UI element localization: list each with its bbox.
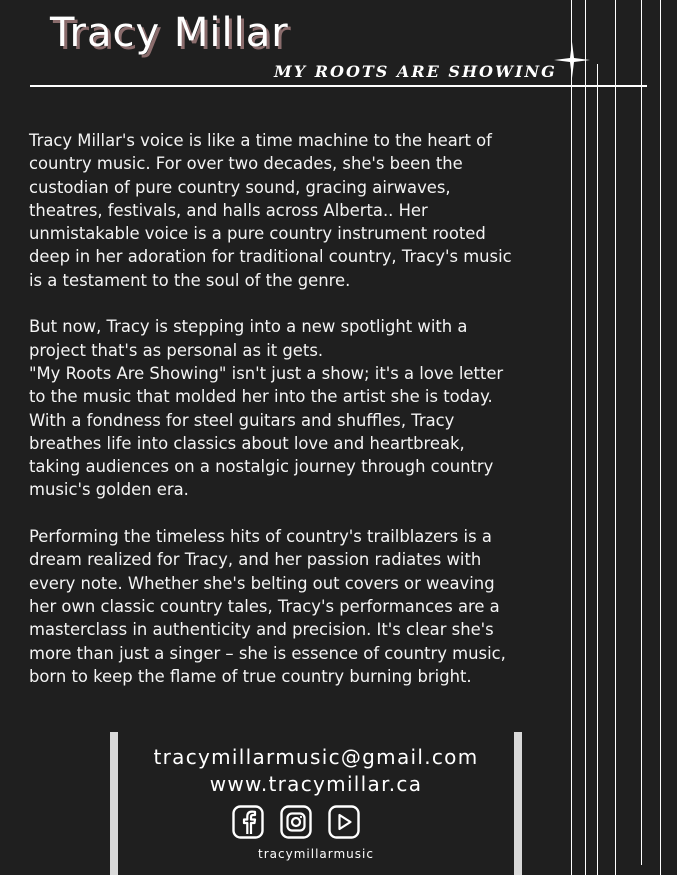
bio-line: is a testament to the soul of the genre. [29,270,351,290]
bio-line: taking audiences on a nostalgic journey through country [29,457,494,477]
bio-line: project that's as personal as it gets. [29,340,324,360]
bio-line: Tracy Millar's voice is like a time machine to the heart of [29,131,492,150]
decor-line [615,0,616,875]
bio-line: masterclass in authenticity and precision. It's clear she's [29,620,494,640]
bio-line: custodian of pure country sound, gracing airwaves, [29,177,451,197]
decor-line [571,0,572,875]
bio-line: born to keep the flame of true country burning bright. [29,666,472,686]
website-link[interactable]: www.tracymillar.ca [209,772,423,796]
bio-line: every note. Whether she's belting out covers or weaving [29,573,495,593]
biography [29,129,554,711]
bio-paragraph-3 [29,525,554,688]
bio-line: With a fondness for steel guitars and shuffles, Tracy [29,410,455,430]
bio-line: dream realized for Tracy, and her passion radiates with [29,550,482,570]
artist-name-title: Tracy Millar [50,10,289,56]
social-icons [232,805,366,839]
facebook-icon[interactable] [232,805,264,839]
email-link[interactable]: tracymillarmusic@gmail.com [153,745,479,769]
sparkle-icon [552,40,592,80]
bio-line: deep in her adoration for traditional country, Tracy's music [29,247,512,267]
bio-line: theatres, festivals, and halls across Alberta.. Her [29,200,428,220]
show-tagline: MY ROOTS ARE SHOWING [274,62,557,81]
bio-line: Performing the timeless hits of country's trailblazers is a [29,527,492,547]
social-handle: tracymillarmusic [258,847,374,861]
instagram-icon[interactable] [280,805,312,839]
bio-line: to the music that molded her into the artist she is today. [29,387,493,407]
bio-line: more than just a singer – she is essence of country music, [29,643,506,663]
bio-line: "My Roots Are Showing" isn't just a show; it's a love letter [29,363,504,383]
youtube-icon[interactable] [328,805,360,839]
decor-line [660,0,661,875]
bio-line: her own classic country tales, Tracy's performances are a [29,596,500,616]
decor-line [585,0,586,875]
contact-block [110,732,522,875]
bio-line: unmistakable voice is a pure country instrument rooted [29,224,486,244]
decor-line [641,0,642,865]
bio-line: breathes life into classics about love and heartbreak, [29,433,465,453]
bio-line: country music. For over two decades, she's been the [29,154,463,174]
bio-paragraph-2 [29,315,554,501]
bio-line: music's golden era. [29,480,189,500]
header-divider [30,85,647,87]
decor-line [597,64,598,875]
bio-line: But now, Tracy is stepping into a new spotlight with a [29,317,468,337]
bio-paragraph-1 [29,129,554,292]
